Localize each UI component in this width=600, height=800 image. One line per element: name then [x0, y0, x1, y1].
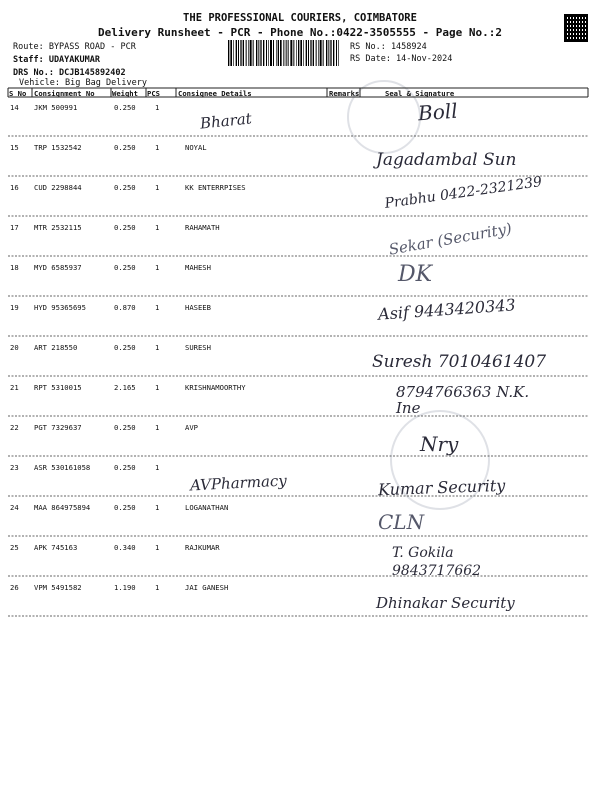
row-pcs: 1	[155, 263, 160, 272]
row-consignment: VPM 5491582	[34, 583, 82, 592]
row-sno: 15	[10, 143, 19, 152]
row-consignment: MAA 864975894	[34, 503, 91, 512]
row-weight: 0.250	[114, 143, 136, 152]
row-pcs: 1	[155, 343, 160, 352]
row-sno: 21	[10, 383, 19, 392]
row-pcs: 1	[155, 503, 160, 512]
row-sno: 20	[10, 343, 19, 352]
row-pcs: 1	[155, 423, 160, 432]
row-consignee: JAI GANESH	[185, 583, 229, 592]
row-sno: 22	[10, 423, 19, 432]
row-consignee: NOYAL	[185, 143, 207, 152]
row-pcs: 1	[155, 383, 160, 392]
row-consignment: MTR 2532115	[34, 223, 82, 232]
col-consignee: Consignee Details	[178, 89, 252, 98]
row-pcs: 1	[155, 103, 160, 112]
row-weight: 0.250	[114, 423, 136, 432]
signature: Suresh 7010461407	[372, 352, 547, 372]
rs-number: RS No.: 1458924	[350, 42, 427, 52]
col-remarks: Remarks	[329, 89, 360, 98]
drs-number: DRS No.: DCJB145892402	[13, 68, 126, 78]
row-weight: 2.165	[114, 383, 136, 392]
col-seal-signature: Seal & Signature	[385, 89, 455, 98]
row-pcs: 1	[155, 303, 160, 312]
row-weight: 0.250	[114, 343, 136, 352]
signature: T. Gokila 9843717662	[392, 545, 482, 579]
row-consignee: RAJKUMAR	[185, 543, 220, 552]
row-consignment: HYD 95365695	[34, 303, 86, 312]
route-label: Route: BYPASS ROAD - PCR	[13, 42, 136, 52]
col-consignment: Consignment No	[34, 89, 95, 98]
signature: 8794766363 N.K. Ine	[396, 383, 530, 417]
staff-label: Staff: UDAYAKUMAR	[13, 55, 100, 65]
row-pcs: 1	[155, 223, 160, 232]
signature: Boll	[417, 98, 459, 126]
col-pcs: PCS	[147, 89, 160, 98]
company-title: THE PROFESSIONAL COURIERS, COIMBATORE	[183, 12, 417, 24]
row-sno: 18	[10, 263, 19, 272]
signature: Sekar (Security)	[387, 219, 514, 259]
col-sno: S No	[9, 89, 27, 98]
row-consignment: TRP 1532542	[34, 143, 82, 152]
signature: Nry	[420, 432, 459, 456]
row-consignee: SURESH	[185, 343, 211, 352]
row-sno: 17	[10, 223, 19, 232]
col-weight: Weight	[112, 89, 138, 98]
row-weight: 0.340	[114, 543, 136, 552]
row-sno: 25	[10, 543, 19, 552]
row-pcs: 1	[155, 463, 160, 472]
row-weight: 0.250	[114, 223, 136, 232]
consignee-handwriting: Bharat	[199, 109, 253, 133]
row-consignee: RAHAMATH	[185, 223, 220, 232]
row-pcs: 1	[155, 183, 160, 192]
row-consignment: APK 745163	[34, 543, 78, 552]
signature: Jagadambal Sun	[376, 150, 517, 170]
row-consignee: KRISHNAMOORTHY	[185, 383, 246, 392]
rs-date: RS Date: 14-Nov-2024	[350, 54, 453, 64]
row-consignee: HASEEB	[185, 303, 211, 312]
row-consignment: PGT 7329637	[34, 423, 82, 432]
row-consignee: KK ENTERRPISES	[185, 183, 246, 192]
row-weight: 0.250	[114, 263, 136, 272]
row-consignee: LOGANATHAN	[185, 503, 229, 512]
row-pcs: 1	[155, 543, 160, 552]
row-consignment: ART 218550	[34, 343, 78, 352]
row-weight: 0.250	[114, 183, 136, 192]
row-weight: 1.190	[114, 583, 136, 592]
row-weight: 0.250	[114, 463, 136, 472]
row-sno: 24	[10, 503, 19, 512]
signature: Asif 9443420343	[377, 295, 517, 324]
row-weight: 0.870	[114, 303, 136, 312]
row-sno: 19	[10, 303, 19, 312]
row-pcs: 1	[155, 583, 160, 592]
row-sno: 16	[10, 183, 19, 192]
consignee-handwriting: AVPharmacy	[189, 471, 288, 495]
row-consignment: ASR 530161058	[34, 463, 91, 472]
row-consignment: CUD 2298844	[34, 183, 82, 192]
row-sno: 23	[10, 463, 19, 472]
row-sno: 26	[10, 583, 19, 592]
signature: Prabhu 0422-2321239	[383, 174, 543, 212]
row-weight: 0.250	[114, 503, 136, 512]
signature: CLN	[378, 510, 425, 534]
row-pcs: 1	[155, 143, 160, 152]
signature: DK	[398, 262, 433, 287]
signature: Dhinakar Security	[376, 594, 515, 612]
runsheet-title: Delivery Runsheet - PCR - Phone No.:0422-3505555 - Page No.:2	[98, 26, 502, 39]
row-consignment: RPT 5310015	[34, 383, 82, 392]
signature: Kumar Security	[377, 475, 506, 500]
row-sno: 14	[10, 103, 19, 112]
row-weight: 0.250	[114, 103, 136, 112]
row-consignee: AVP	[185, 423, 198, 432]
vehicle-label: Vehicle: Big Bag Delivery	[19, 78, 147, 88]
row-consignee: MAHESH	[185, 263, 211, 272]
row-consignment: MYD 6585937	[34, 263, 82, 272]
row-consignment: JKM 500991	[34, 103, 78, 112]
